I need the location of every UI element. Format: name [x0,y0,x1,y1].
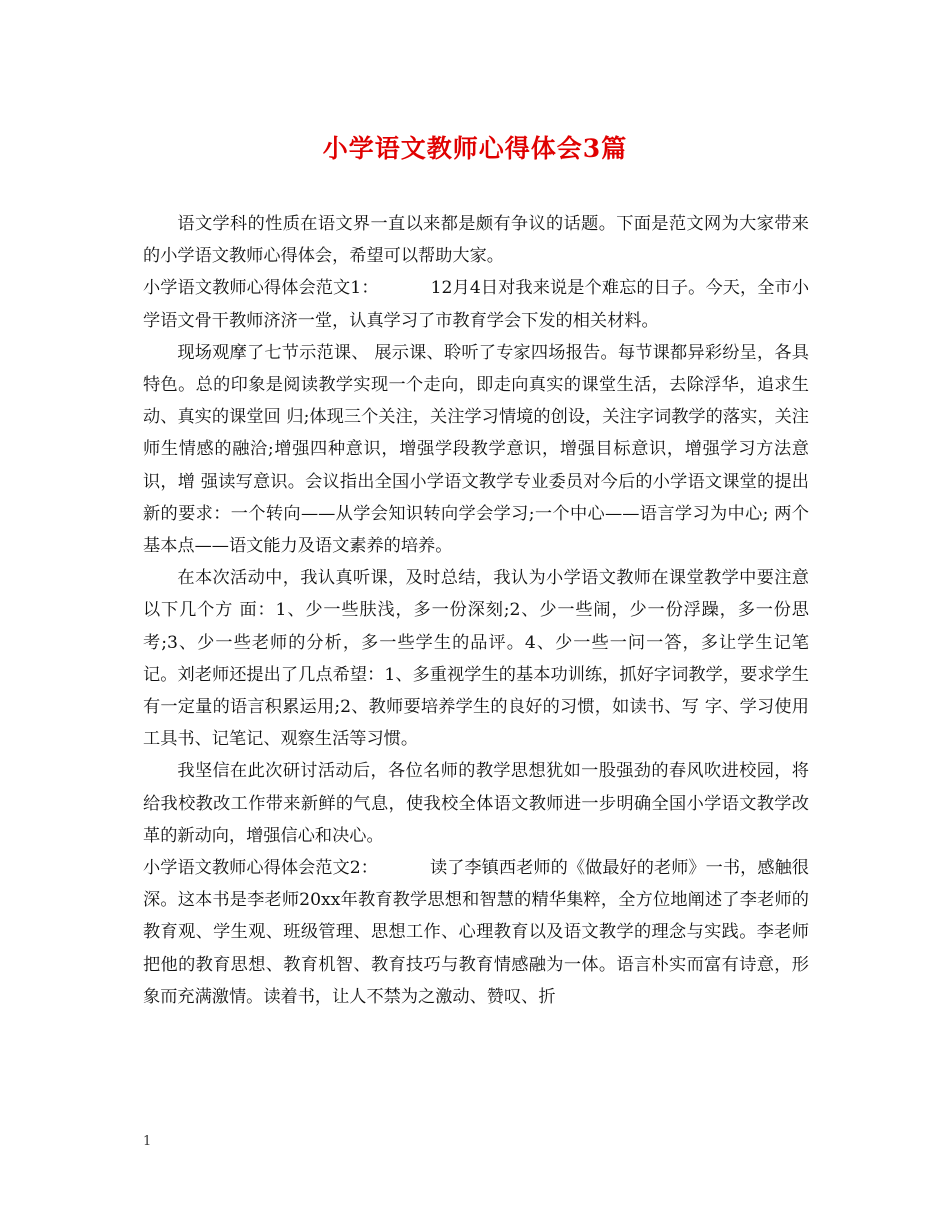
paragraph-text: 在本次活动中，我认真听课，及时总结，我认为小学语文教师在课堂教学中要注意以下几个方 面：1、少一些肤浅，多一份深刻;2、少一些闹，少一份浮躁，多一份思考;3、少一些老师的分析，多一些学生的品评。4、少一些一问一答，多让学生记笔 记。刘老师还提出了几点希望：1、多重视学生的基本功训练，抓好字词教学，要求学生有一定量的语言积累运用;2、教师要培养学生的良好的习惯，如读书、写 字、学习使用工具书、记笔记、观察生活等习惯。 [143,568,809,750]
paragraph-text: 我坚信在此次研讨活动后，各位名师的教学思想犹如一股强劲的春风吹进校园，将给我校教改工作带来新鲜的气息，使我校全体语文教师进一步明确全国小学语文教学改革的新动向，增强信心和决心。 [143,761,809,846]
paragraph-sample-2 [143,852,809,1013]
paragraph-intro [143,208,809,272]
document-title: 小学语文教师心得体会3篇 [322,134,628,163]
document-body [143,208,809,1013]
paragraph-text: 语文学科的性质在语文界一直以来都是颇有争议的话题。下面是范文网为大家带来的小学语文教师心得体会，希望可以帮助大家。 [143,214,809,267]
paragraph-observation [143,337,809,562]
paragraph-activity [143,562,809,755]
paragraph-text: 12月4日对我来说是个难忘的日子。今天，全市小学语文骨干教师济济一堂，认真学习了市教育学会下发的相关材料。 [143,278,810,331]
paragraph-text: 读了李镇西老师的《做最好的老师》一书，感触很深。这本书是李老师20xx年教育教学思想和智慧的精华集粹，全方位地阐述了李老师的教育观、学生观、班级管理、思想工作、心理教育以及语文教学的理念与实践。李老师把他的教育思想、教育机智、教育技巧与教育情感融为一体。语言朴实而富有诗意，形象而充满激情。读着书，让人不禁为之激动、赞叹、折 [143,858,809,1007]
paragraph-sample-1 [143,272,809,336]
section-heading-sample-1: 小学语文教师心得体会范文1： [143,278,379,299]
page-number: 1 [143,1134,152,1149]
section-heading-sample-2: 小学语文教师心得体会范文2： [143,858,378,879]
paragraph-conclusion [143,755,809,852]
paragraph-text: 现场观摩了七节示范课、 展示课、聆听了专家四场报告。每节课都异彩纷呈，各具特色。总的印象是阅读教学实现一个走向，即走向真实的课堂生活，去除浮华，追求生动、真实的课堂回 归;体现三个关注，关注学习情境的创设，关注字词教学的落实，关注师生情感的融洽;增强四种意识，增强学段教学意识，增强目标意识，增强学习方法意识，增 强读写意识。会议指出全国小学语文教学专业委员对今后的小学语文课堂的提出新的要求：一个转向——从学会知识转向学会学习;一个中心——语言学习为中心; 两个基本点——语文能力及语文素养的培养。 [143,342,809,557]
